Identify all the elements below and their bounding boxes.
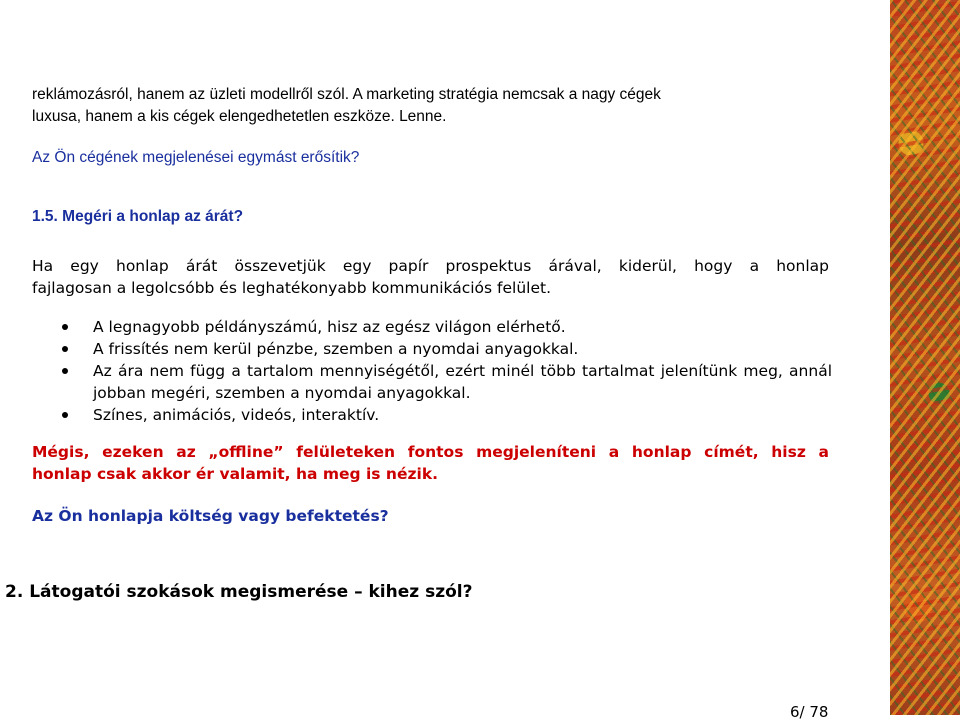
list-item — [62, 338, 832, 360]
list-item — [62, 404, 832, 426]
bullet-text: A legnagyobb példányszámú, hisz az egész világon elérhető. — [93, 318, 566, 336]
decorative-texture-strip — [890, 0, 960, 715]
callout-company-appearances: Az Ön cégének megjelenései egymást erősítik? — [32, 149, 360, 166]
callout-cost-or-investment: Az Ön honlapja költség vagy befektetés? — [32, 507, 389, 525]
bullet-icon — [62, 324, 68, 330]
intro-line-2: luxusa, hanem a kis cégek elengedhetetlen eszköze. Lenne. — [32, 108, 447, 125]
bullet-icon — [62, 368, 68, 374]
bullet-text: A frissítés nem kerül pénzbe, szemben a nyomdai anyagokkal. — [93, 340, 579, 358]
chapter-heading: 2. Látogatói szokások megismerése – kihez szól? — [5, 582, 473, 602]
list-item — [62, 360, 832, 404]
page-number: 6/ 78 — [790, 703, 829, 721]
bullet-icon — [62, 412, 68, 418]
section-heading: 1.5. Megéri a honlap az árát? — [32, 208, 244, 225]
paragraph-line-1: Ha egy honlap árát összevetjük egy papír prospektus árával, kiderül, hogy a honlap — [32, 257, 829, 275]
emphasis-line-2: honlap csak akkor ér valamit, ha meg is nézik. — [32, 465, 439, 483]
emphasis-line-1: Mégis, ezeken az „offline” felületeken fontos megjeleníteni a honlap címét, hisz a — [32, 443, 829, 461]
bullet-icon — [62, 346, 68, 352]
bullet-text: Az ára nem függ a tartalom mennyiségétől, ezért minél több tartalmat jelenítünk meg, annál jobban megéri, szemben a nyomdai anyagokkal. — [93, 362, 832, 402]
intro-line-1: reklámozásról, hanem az üzleti modellről szól. A marketing stratégia nemcsak a nagy cégek — [32, 86, 661, 103]
bullet-text: Színes, animációs, videós, interaktív. — [93, 406, 380, 424]
paragraph-line-2: fajlagosan a legolcsóbb és leghatékonyabb kommunikációs felület. — [32, 279, 552, 297]
list-item — [62, 316, 832, 338]
bullet-list — [62, 316, 832, 426]
